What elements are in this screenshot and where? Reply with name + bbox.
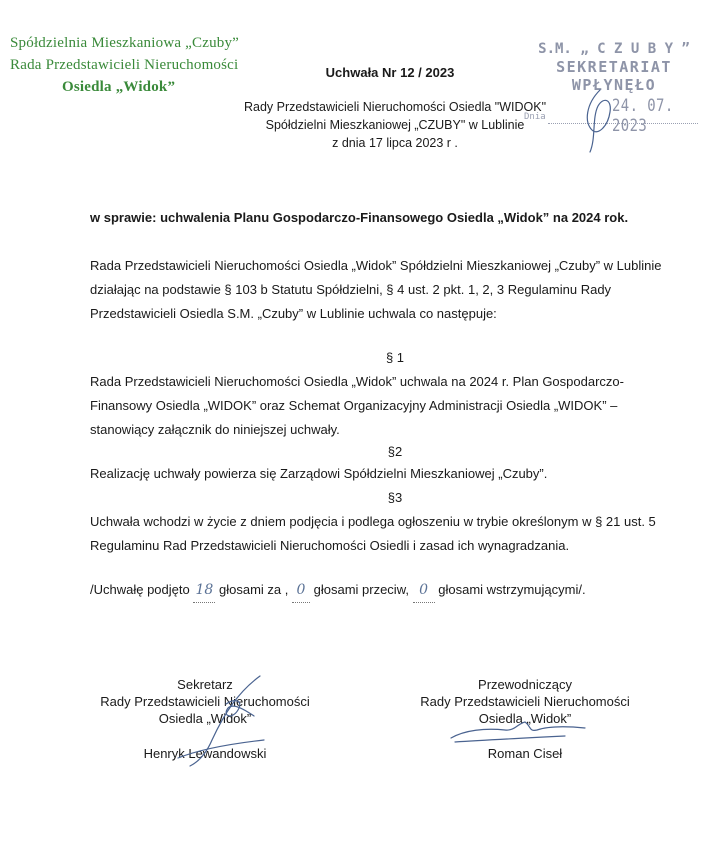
chairman-role: Przewodniczący	[478, 677, 572, 692]
resolution-title: Uchwała Nr 12 / 2023	[325, 65, 455, 80]
header-date-line: z dnia 17 lipca 2023 r .	[332, 136, 458, 150]
secretary-council: Rady Przedstawicieli Nieruchomości	[100, 694, 310, 709]
section-line: Finansowy Osiedla „WIDOK” oraz Schemat Organizacyjny Administracji Osiedla „WIDOK” –	[90, 398, 618, 413]
secretary-name: Henryk Lewandowski	[143, 746, 267, 761]
section-line: Rada Przedstawicieli Nieruchomości Osiedla „Widok” uchwala na 2024 r. Plan Gospodarczo-	[90, 374, 624, 389]
intro-line: Rada Przedstawicieli Nieruchomości Osiedla „Widok” Spółdzielni Mieszkaniowej „Czuby” w Lublinie	[90, 258, 662, 273]
stamp-council-name: Rada Przedstawicieli Nieruchomości	[10, 57, 239, 73]
votes-against-label: głosami przeciw,	[313, 582, 409, 597]
secretary-signature	[168, 670, 278, 770]
secretary-estate: Osiedla „Widok”	[158, 711, 252, 726]
chairman-name: Roman Ciseł	[487, 746, 563, 761]
header-cooperative-line: Spółdzielni Mieszkaniowej „CZUBY" w Lublinie	[265, 118, 525, 132]
stamp-cooperative-label: S.M. „ C Z U B Y ”	[538, 41, 690, 57]
stamp-received-label: WPŁYNĘŁO	[571, 76, 657, 94]
votes-abstain-label: głosami wstrzymującymi/.	[438, 582, 586, 597]
resolution-subject: w sprawie: uchwalenia Planu Gospodarczo-Finansowego Osiedla „Widok” na 2024 rok.	[90, 210, 629, 225]
stamp-received-date: 24. 07. 2023	[612, 96, 674, 136]
votes-for-count: 18	[193, 578, 215, 603]
section-2-heading: §2	[387, 444, 403, 459]
stamp-dnia-label: Dnia	[524, 112, 546, 122]
intro-paragraph	[90, 254, 710, 326]
stamp-secretariat-label: SEKRETARIAT	[556, 58, 672, 76]
chairman-estate: Osiedla „Widok”	[478, 711, 572, 726]
votes-against-count: 0	[292, 578, 310, 603]
section-line: stanowiący załącznik do niniejszej uchwały.	[90, 422, 340, 437]
section-line: Uchwała wchodzi w życie z dniem podjęcia i podlega ogłoszeniu w trybie określonym w § 21 ust. 5	[90, 514, 656, 529]
intro-line: działając na podstawie § 103 b Statutu Spółdzielni, § 4 ust. 2 pkt. 1, 2, 3 Regulaminu Rady	[90, 282, 612, 297]
organization-stamp	[10, 32, 250, 98]
intro-line: Przedstawicieli Osiedla S.M. „Czuby” w Lublinie uchwala co następuje:	[90, 306, 497, 321]
vote-line	[90, 578, 710, 603]
header-council-line: Rady Przedstawicieli Nieruchomości Osiedla "WIDOK"	[243, 100, 547, 114]
stamp-estate-name: Osiedla „Widok”	[62, 79, 176, 95]
section-line: Regulaminu Rad Przedstawicieli Nieruchomości Osiedli i zasad ich wynagradzania.	[90, 538, 570, 553]
chairman-council: Rady Przedstawicieli Nieruchomości	[420, 694, 630, 709]
votes-for-label: głosami za ,	[218, 582, 289, 597]
section-1-heading: § 1	[385, 350, 405, 365]
section-3-body	[90, 510, 710, 558]
votes-abstain-count: 0	[413, 578, 435, 603]
secretary-role: Sekretarz	[177, 677, 233, 692]
vote-prefix: /Uchwałę podjęto	[90, 582, 190, 597]
section-3-heading: §3	[387, 490, 403, 505]
stamp-cooperative-name: Spółdzielnia Mieszkaniowa „Czuby”	[10, 35, 240, 51]
section-1-body	[90, 370, 710, 442]
section-line: Realizację uchwały powierza się Zarządowi Spółdzielni Mieszkaniowej „Czuby”.	[90, 466, 548, 481]
section-2-body	[90, 462, 710, 486]
chairman-signature	[445, 716, 595, 746]
